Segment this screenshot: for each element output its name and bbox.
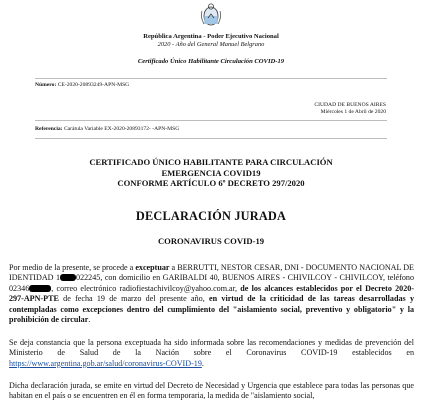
numero-label: Número: (35, 82, 57, 88)
p1-text: Por medio de la presente, se procede a (9, 263, 136, 272)
p1-text: 022245, con domicilio en GARIBALDI 40, BUENOS AIRES - CHIVILCOY - CHIVILCOY, teléfono 02346 (9, 273, 414, 293)
reference (35, 126, 179, 132)
divider (35, 78, 387, 79)
p2-text: . (201, 358, 204, 368)
referencia-value: Carátula Variable EX-2020-20893172- -APN-MSG (63, 126, 180, 132)
p1-text: a BERRUTTI, NESTOR CESAR, DNI - DOCUMENTO NACIONAL DE IDENTIDAD 1 (9, 263, 415, 283)
document-type-title: Certificado Único Habilitante Circulación COVID-19 (137, 58, 285, 65)
p1-bold-criticality: en virtud de la criticidad de las tareas desarrolladas y contempladas como excepciones dentro del cumplimiento del "aislamiento social, preventivo y obligatorio" y la prohibición de circular (9, 294, 414, 325)
p2-text: Se deja constancia que la persona exceptuada ha sido informada sobre las recomendaciones y medidas de prevención del Ministerio de Salud de la Nación sobre el Coronavirus COVID-19 establecidos en (9, 338, 414, 358)
certificate-heading (0, 157, 422, 189)
date: Miércoles 1 de Abril de 2020 (320, 109, 386, 116)
certificate-line-2: EMERGENCIA COVID19 (161, 167, 261, 178)
divider (35, 120, 387, 121)
city: CIUDAD DE BUENOS AIRES (314, 102, 386, 108)
government-heading: República Argentina - Poder Ejecutivo Nacional (143, 33, 279, 40)
certificate-line-3: CONFORME ARTÍCULO 6º DECRETO 297/2020 (117, 178, 305, 189)
certificate-line-1: CERTIFICADO ÚNICO HABILITANTE PARA CIRCULACIÓN (89, 157, 333, 167)
health-ministry-link[interactable]: https://www.argentina.gob.ar/salud/coronavirus-COVID-19 (9, 358, 202, 368)
year-motto: 2020 - Año del General Manuel Belgrano (157, 41, 265, 48)
declaration-subtitle: CORONAVIRUS COVID-19 (157, 236, 265, 246)
p1-text: de fecha 19 de marzo del presente año, (58, 294, 210, 304)
declaration-title: DECLARACIÓN JURADA (135, 209, 287, 223)
decree-paragraph: Dicha declaración jurada, se emite en virtud del Decreto de Necesidad y Urgencia que establece para todas las personas que habitan en el país o se encuentren en él en forma temporaria, la medida de "aislamiento social, (9, 381, 414, 401)
place-and-date (314, 102, 386, 116)
p1-bold-decree: de los alcances establecidos por el Decreto 2020-297-APN-PTE (9, 283, 415, 304)
p1-bold-exceptuar: exceptuar (135, 263, 170, 272)
p1-email: , correo electrónico radiofiestachivilcoy@yahoo.com.ar, (51, 283, 241, 293)
referencia-label: Referencia: (35, 126, 63, 132)
divider (35, 138, 387, 139)
numero-value: CE-2020-20893249-APN-MSG (57, 82, 130, 88)
redaction-mark (29, 285, 51, 292)
exception-paragraph (9, 263, 414, 325)
document-number (35, 82, 129, 88)
coat-of-arms-icon (199, 3, 223, 27)
redaction-mark (60, 274, 76, 281)
p1-text: . (88, 315, 91, 325)
information-paragraph (9, 338, 414, 369)
